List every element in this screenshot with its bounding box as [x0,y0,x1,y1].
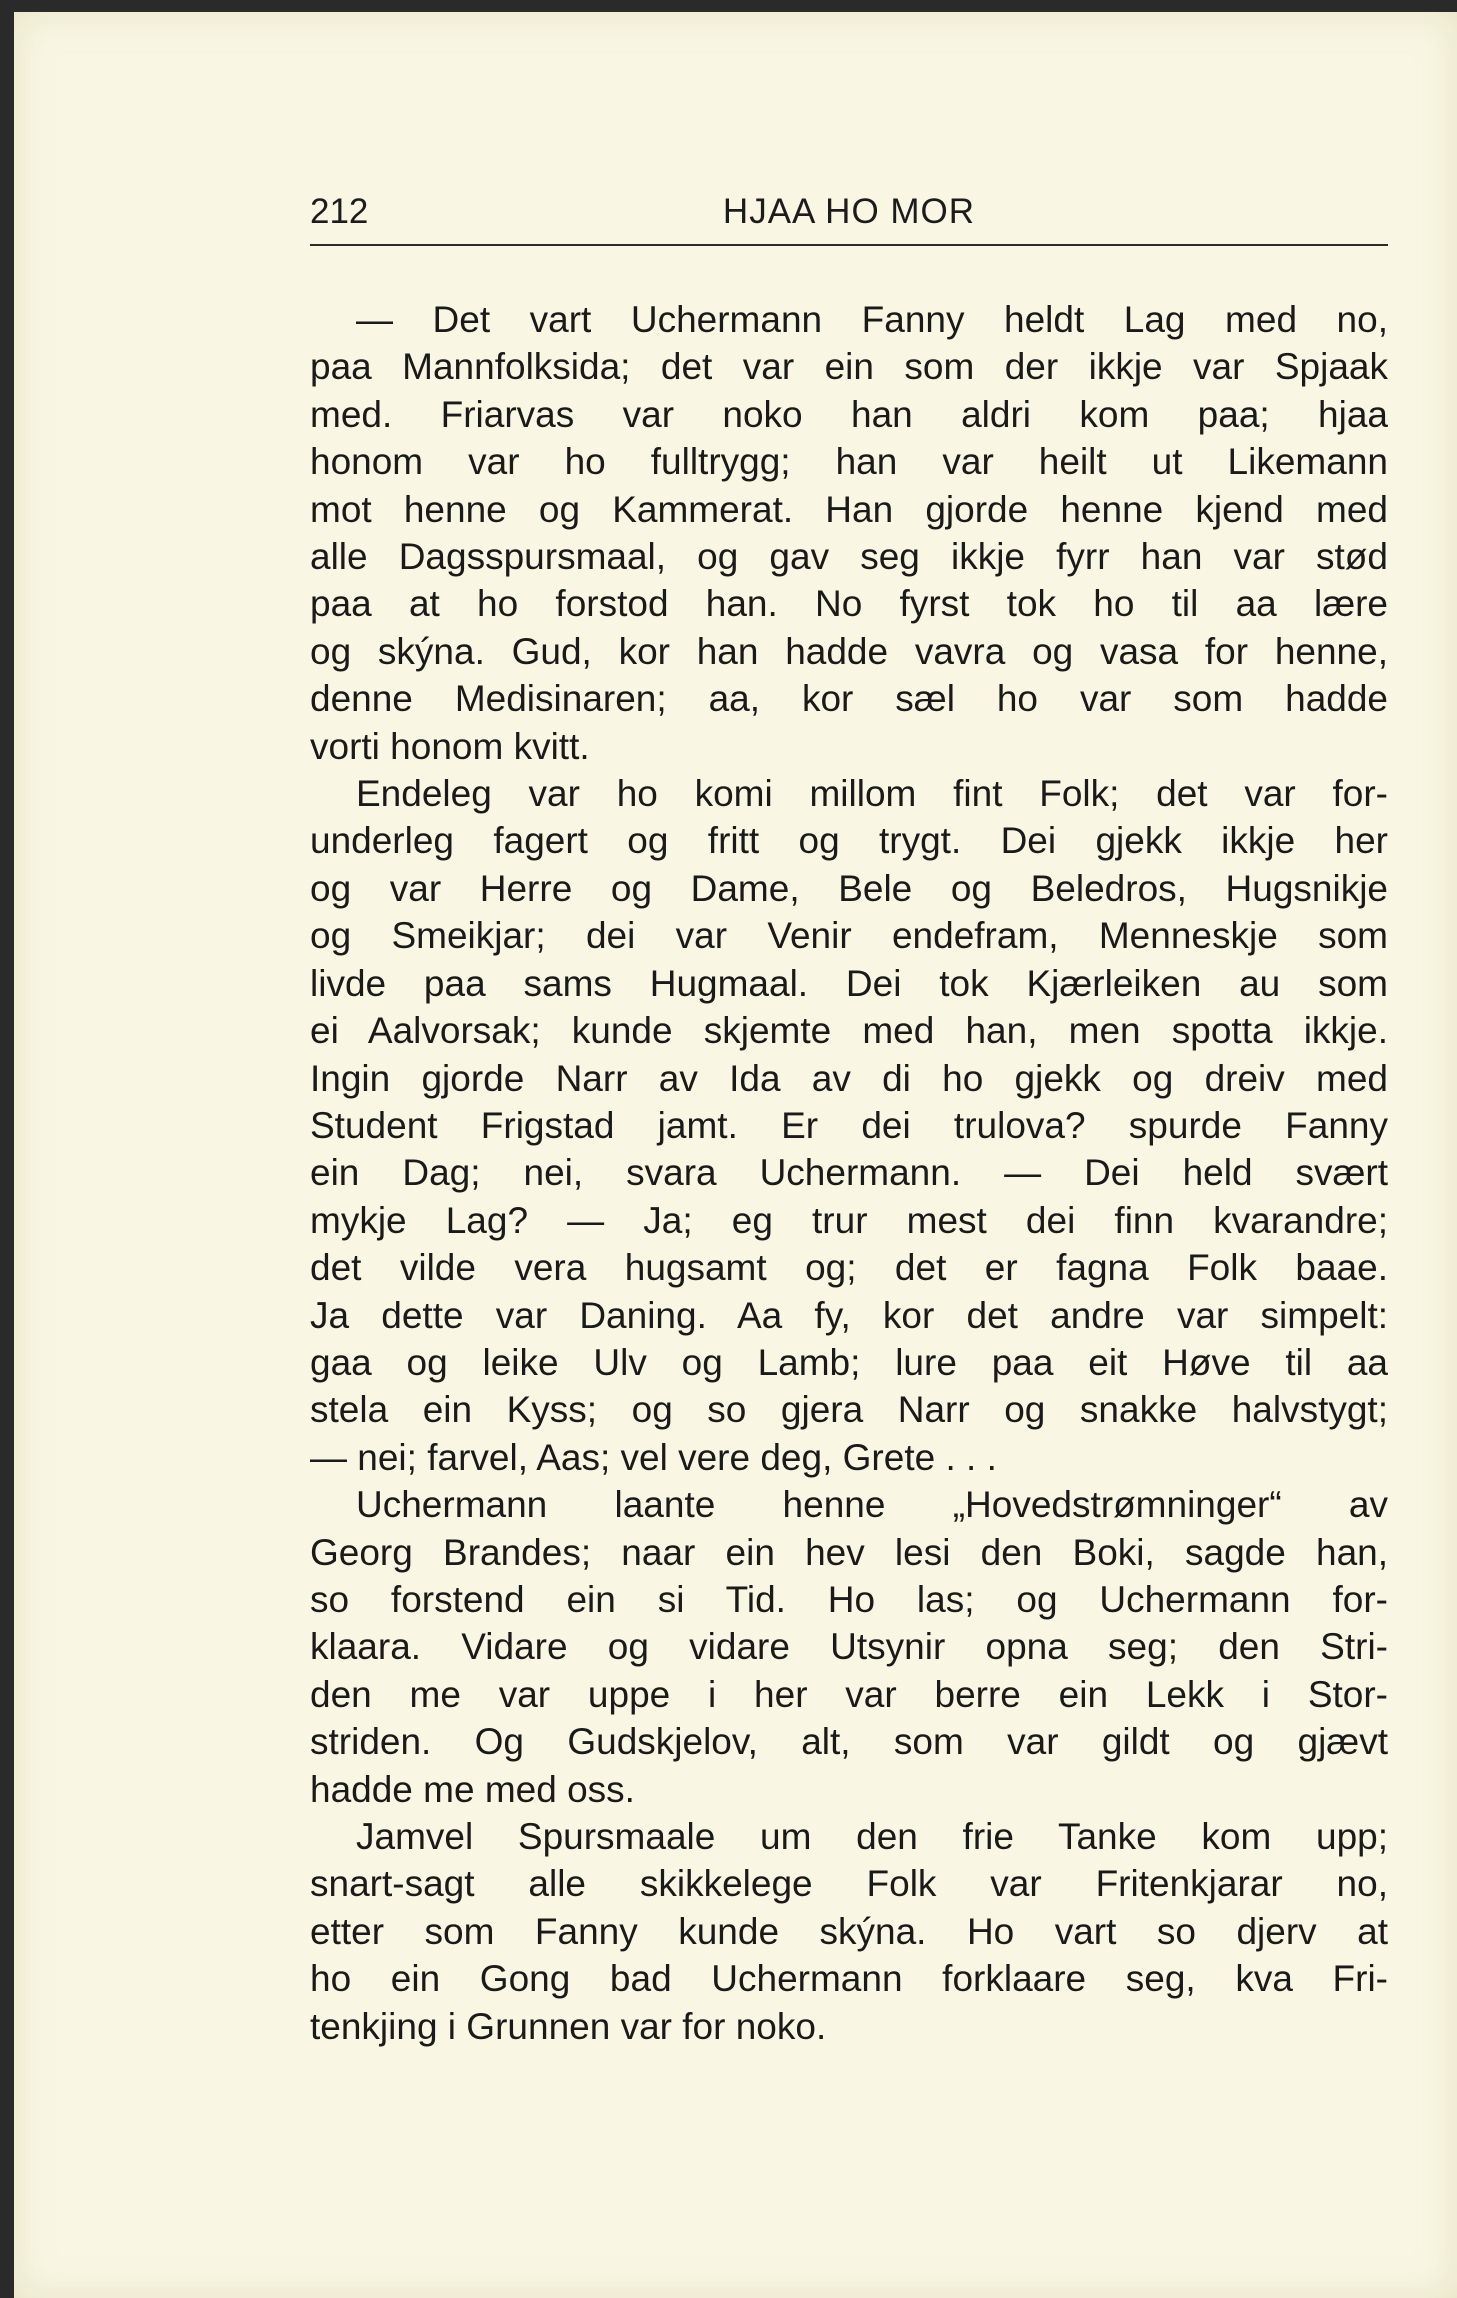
text-line: Student Frigstad jamt. Er dei trulova? spurde Fanny [310,1104,1388,1146]
text-line: ei Aalvorsak; kunde skjemte med han, men spotta ikkje. [310,1010,1388,1052]
book-page [14,12,1457,2298]
text-line: Uchermann laante henne „Hovedstrømninger“ av [356,1484,1388,1526]
page-header [310,182,1388,246]
paragraph [310,1813,1388,2050]
text-line: med. Friarvas var noko han aldri kom paa; hjaa [310,393,1388,435]
text-line: alle Dagsspursmaal, og gav seg ikkje fyrr han var stød [310,536,1388,578]
page-number: 212 [310,192,369,231]
text-line: underleg fagert og fritt og trygt. Dei gjekk ikkje her [310,820,1388,862]
text-line: paa at ho forstod han. No fyrst tok ho til aa lære [310,583,1388,625]
text-line: mot henne og Kammerat. Han gjorde henne kjend med [310,488,1388,530]
text-line: paa Mannfolksida; det var ein som der ikkje var Spjaak [310,346,1388,388]
text-line: gaa og leike Ulv og Lamb; lure paa eit Høve til aa [310,1341,1388,1383]
text-line: Endeleg var ho komi millom fint Folk; det var for- [356,773,1388,815]
text-line: snart-sagt alle skikkelege Folk var Fritenkjarar no, [310,1863,1388,1905]
text-line: stela ein Kyss; og so gjera Narr og snakke halvstygt; [310,1389,1388,1431]
text-line: — nei; farvel, Aas; vel vere deg, Grete . . . [310,1436,997,1478]
text-line: ho ein Gong bad Uchermann forklaare seg, kva Fri- [310,1958,1388,2000]
running-title: HJAA HO MOR [722,192,976,231]
text-line: etter som Fanny kunde skýna. Ho vart so djerv at [310,1910,1388,1952]
text-line: Ingin gjorde Narr av Ida av di ho gjekk og dreiv med [310,1057,1388,1099]
body-text [310,296,1388,2050]
text-line: hadde me med oss. [310,1768,635,1810]
text-line: — Det vart Uchermann Fanny heldt Lag med no, [356,299,1388,340]
paragraph [310,296,1388,770]
text-line: Ja dette var Daning. Aa fy, kor det andre var simpelt: [310,1294,1388,1336]
text-line: den me var uppe i her var berre ein Lekk i Stor- [310,1673,1388,1715]
text-line: so forstend ein si Tid. Ho las; og Uchermann for- [310,1578,1388,1620]
text-line: livde paa sams Hugmaal. Dei tok Kjærleiken au som [310,962,1388,1004]
text-line: mykje Lag? — Ja; eg trur mest dei finn kvarandre; [310,1199,1388,1241]
text-line: klaara. Vidare og vidare Utsynir opna seg; den Stri- [310,1626,1388,1668]
paragraph [310,1481,1388,1813]
text-line: det vilde vera hugsamt og; det er fagna Folk baae. [310,1247,1388,1289]
paragraph [310,770,1388,1481]
text-line: honom var ho fulltrygg; han var heilt ut Likemann [310,441,1388,483]
text-line: denne Medisinaren; aa, kor sæl ho var som hadde [310,678,1388,720]
text-line: og var Herre og Dame, Bele og Beledros, Hugsnikje [310,867,1388,909]
text-line: og Smeikjar; dei var Venir endefram, Menneskje som [310,915,1388,957]
text-line: tenkjing i Grunnen var for noko. [310,2005,827,2047]
text-line: ein Dag; nei, svara Uchermann. — Dei held svært [310,1152,1388,1194]
text-line: og skýna. Gud, kor han hadde vavra og vasa for henne, [310,630,1388,672]
text-line: vorti honom kvitt. [310,725,590,767]
text-line: Jamvel Spursmaale um den frie Tanke kom upp; [356,1816,1388,1857]
text-line: striden. Og Gudskjelov, alt, som var gildt og gjævt [310,1721,1388,1763]
text-line: Georg Brandes; naar ein hev lesi den Boki, sagde han, [310,1531,1388,1573]
